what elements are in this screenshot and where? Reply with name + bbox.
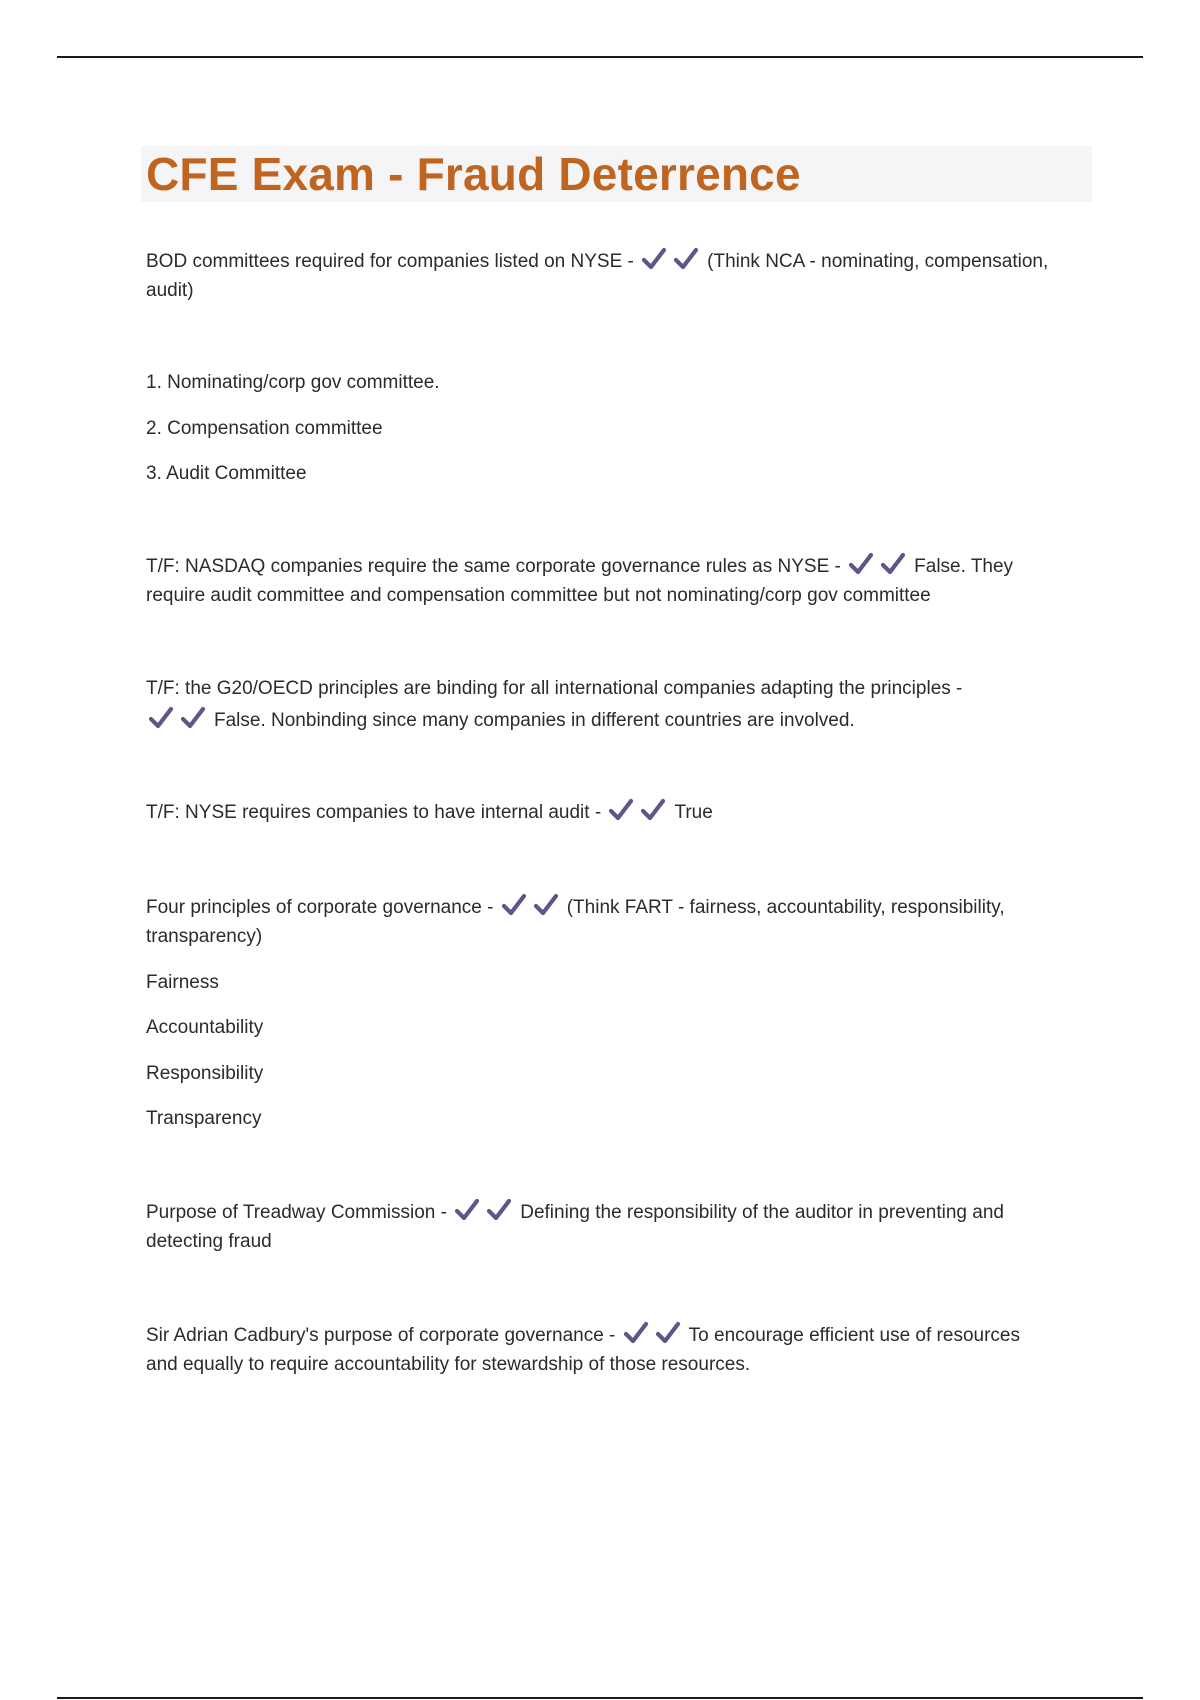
check-icon bbox=[673, 247, 699, 271]
check-icon bbox=[148, 706, 174, 730]
question-text: T/F: NASDAQ companies require the same corporate governance rules as NYSE - bbox=[146, 556, 847, 577]
page-title: CFE Exam - Fraud Deterrence bbox=[146, 148, 801, 200]
answer-text: audit) bbox=[146, 280, 194, 301]
answer-text: require audit committee and compensation committee but not nominating/corp gov committee bbox=[146, 585, 931, 606]
answer-text: False. They bbox=[914, 556, 1014, 577]
question-text: T/F: the G20/OECD principles are binding for all international companies adapting the principles - bbox=[146, 678, 963, 699]
double-check bbox=[148, 706, 210, 730]
check-icon bbox=[640, 798, 666, 822]
list-item: Accountability bbox=[146, 1017, 264, 1038]
list-item: 3. Audit Committee bbox=[146, 463, 307, 484]
qa-line bbox=[146, 1198, 1106, 1227]
answer-text: (Think NCA - nominating, compensation, bbox=[707, 251, 1049, 272]
answer-text: Defining the responsibility of the auditor in preventing and bbox=[520, 1202, 1004, 1223]
qa-g20-oecd bbox=[146, 673, 1106, 737]
double-check bbox=[623, 1321, 685, 1345]
question-text: T/F: NYSE requires companies to have internal audit - bbox=[146, 802, 607, 823]
check-icon bbox=[501, 893, 527, 917]
double-check bbox=[501, 893, 563, 917]
qa-nyse-internal-audit bbox=[146, 798, 1106, 827]
bottom-rule bbox=[57, 1697, 1143, 1699]
list-item: Transparency bbox=[146, 1108, 262, 1129]
qa-line bbox=[146, 1321, 1106, 1350]
qa-nasdaq bbox=[146, 552, 1106, 610]
answer-text: (Think FART - fairness, accountability, responsibility, bbox=[566, 897, 1005, 918]
check-icon bbox=[623, 1321, 649, 1345]
double-check bbox=[454, 1198, 516, 1222]
answer-text: detecting fraud bbox=[146, 1231, 272, 1252]
qa-treadway bbox=[146, 1198, 1106, 1256]
qa-four-principles bbox=[146, 893, 1106, 951]
question-text: BOD committees required for companies listed on NYSE - bbox=[146, 251, 640, 272]
question-text: Four principles of corporate governance - bbox=[146, 897, 499, 918]
question-text: Sir Adrian Cadbury's purpose of corporate governance - bbox=[146, 1325, 621, 1346]
qa-nyse-committees bbox=[146, 247, 1106, 305]
principles-list bbox=[146, 968, 1106, 1133]
double-check bbox=[608, 798, 670, 822]
check-icon bbox=[180, 706, 206, 730]
qa-line bbox=[146, 247, 1106, 276]
double-check bbox=[848, 552, 910, 576]
check-icon bbox=[608, 798, 634, 822]
check-icon bbox=[533, 893, 559, 917]
qa-cadbury bbox=[146, 1321, 1106, 1379]
qa-line bbox=[146, 798, 1106, 827]
double-check bbox=[641, 247, 703, 271]
list-item: Responsibility bbox=[146, 1063, 264, 1084]
answer-text: False. Nonbinding since many companies in different countries are involved. bbox=[214, 710, 855, 731]
answer-text: To encourage efficient use of resources bbox=[688, 1325, 1020, 1346]
check-icon bbox=[454, 1198, 480, 1222]
check-icon bbox=[848, 552, 874, 576]
list-item: Fairness bbox=[146, 972, 219, 993]
qa-line bbox=[146, 705, 1106, 737]
list-item: 1. Nominating/corp gov committee. bbox=[146, 372, 440, 393]
check-icon bbox=[655, 1321, 681, 1345]
question-text: Purpose of Treadway Commission - bbox=[146, 1202, 453, 1223]
check-icon bbox=[641, 247, 667, 271]
top-rule bbox=[57, 56, 1143, 58]
check-icon bbox=[880, 552, 906, 576]
answer-text: True bbox=[674, 802, 713, 823]
committee-list bbox=[146, 368, 1106, 488]
answer-text: transparency) bbox=[146, 926, 263, 947]
list-item: 2. Compensation committee bbox=[146, 418, 383, 439]
answer-text: and equally to require accountability for stewardship of those resources. bbox=[146, 1354, 751, 1375]
check-icon bbox=[486, 1198, 512, 1222]
qa-line bbox=[146, 893, 1106, 922]
qa-line bbox=[146, 552, 1106, 581]
